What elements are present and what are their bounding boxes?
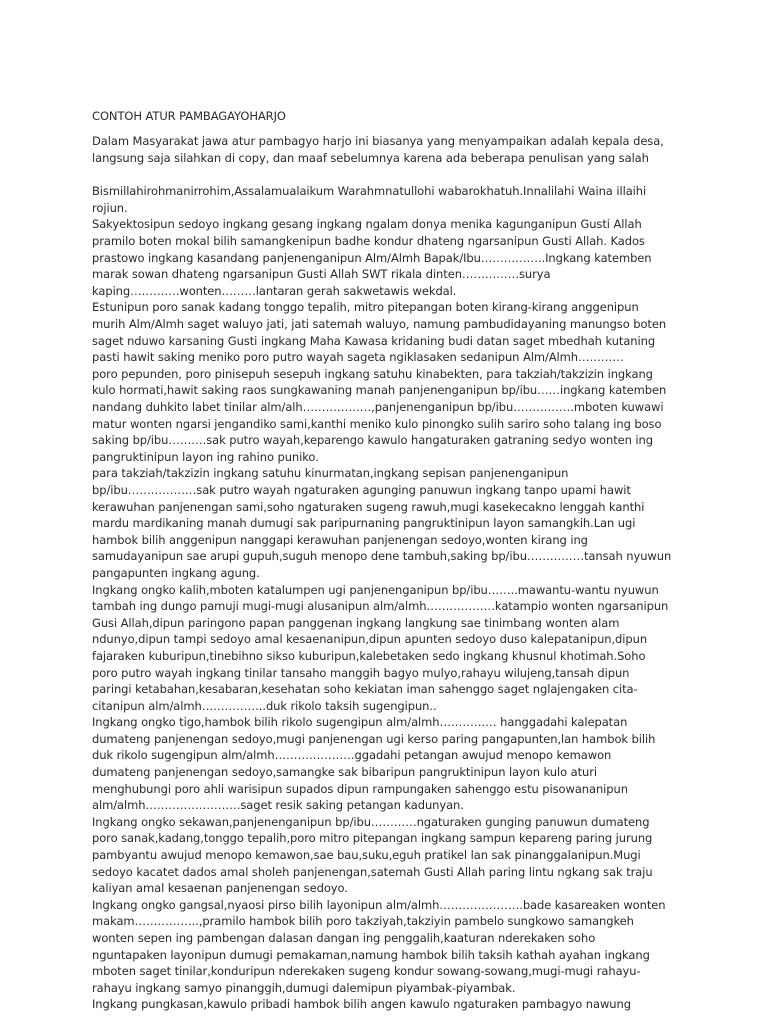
paragraph-condolence: Sakyektosipun sedoyo ingkang gesang ingkang ngalam donya menika kagunganipun Gusti Allah pramilo boten mokal bilih samangkenipun badhe kondur dhateng ngarsanipun Gusti Allah. Kados prastowo ingkang kasandang panjenenganipun Alm/Almh Bapak/Ibu……………..Ingkang katemben marak sowan dhateng ngarsanipun Gusti Allah SWT rikala dinten……………surya kaping………….wonten………lantaran gerah sakwetawis wekdal. [92,217,652,298]
paragraph-second-point: Ingkang ongko kalih,mboten katalumpen ugi panjenenganipun bp/ibu……..mawantu-wantu nyuwun tambah ing dungo pamuji mugi-mugi alusanipun alm/almh………………katampio wonten ngarsanipun Gusi Allah,dipun paringono papan panggenan ingkang langkung sae tinimbang wonten alam ndunyo,dipun tampi sedoyo amal kesaenanipun,dipun apunten sedoyo duso kalepatanipun,dipun fajaraken kuburipun,tinebihno sikso kuburipun,kalebetaken sedo ingkang khusnul khotimah.Soho poro putro wayah ingkang tinilar tansaho manggih bagyo mulyo,rahayu wilujeng,tansah dipun paringi ketabahan,kesabaran,kesehatan soho kekiatan iman sahenggo saget nglajengaken cita-citanipun alm/almh……………..duk rikolo taksih sugengipun.. [92,582,669,713]
intro-paragraph: Dalam Masyarakat jawa atur pambagyo harjo ini biasanya yang menyampaikan adalah kepala desa, langsung saja silahkan di copy, dan maaf sebelumnya karena ada beberapa penulisan yang salah [92,134,664,165]
paragraph-address-elders: poro pepunden, poro pinisepuh sesepuh ingkang satuhu kinabekten, para takziah/takzizin ingkang kulo hormati,hawit saking raos sungkawaning manah panjenenganipun bp/ibu……ingkang katemben nandang duhkito labet tinilar alm/alh………………,panjenenganipun bp/ibu…………….mboten kuwawi matur wonten ngarsi jengandiko sami,kanthi meniko kulo pinongko sulih sariro soho talang ing boso saking bp/ibu……….sak putro wayah,keparengo kawulo hangaturaken gatraning sedyo wonten ing pangruktinipun layon ing rahino puniko. [92,366,667,464]
document-title: CONTOH ATUR PAMBAGAYOHARJO [92,109,286,123]
paragraph-opening-greeting: Bismillahirohmanirrohim,Assalamualaikum Warahmnatullohi wabarokhatuh.Innalilahi Waina illaihi rojiun. [92,184,647,215]
paragraph-first-point: para takziah/takzizin ingkang satuhu kinurmatan,ingkang sepisan panjenenganipun bp/ibu………………sak putro wayah ngaturaken agunging panuwun ingkang tanpo upami hawit kerawuhan panjenengan sami,soho ngaturaken sugeng rawuh,mugi kasekecakno lenggah kanthi mardu mardikaning manah dumugi sak paripurnaning pangruktinipun layon samangkih.Lan ugi hambok bilih anggenipun nanggapi kerawuhan panjenengan sedoyo,wonten kirang ing samudayanipun sae arupi gupuh,suguh menopo dene tambuh,saking bp/ibu……………tansah nyuwun pangapunten ingkang agung. [92,466,672,580]
document-page [92,108,672,1013]
paragraph-closing: Ingkang pungkasan,kawulo pribadi hambok bilih angen kawulo ngaturaken pambagyo nawung [92,997,631,1012]
paragraph-efforts: Estunipun poro sanak kadang tonggo tepalih, mitro pitepangan boten kirang-kirang anggenipun murih Alm/Almh saget waluyo jati, jati satemah waluyo, namung pambudidayaning manungso boten saget nduwo karsaning Gusti ingkang Maha Kawasa kridaning budi datan saget mbedhah kutaning pasti hawit saking meniko poro putro wayah sageta ngiklasaken sedanipun Alm/Almh………… [92,300,667,365]
paragraph-fifth-point: Ingkang ongko gangsal,nyaosi pirso bilih layonipun alm/almh………………….bade kasareaken wonten makam……………..,pramilo hambok bilih poro takziyah,takziyin pambelo sungkowo samangkeh wonten sepen ing pambengan dalasan dangan ing penggalih,kaaturan nderekaken soho nguntapaken layonipun dumugi pemakaman,namung hambok bilih taksih kathah ayahan ingkang mboten saget tinilar,konduripun nderekaken sugeng kondur sowang-sowang,mugi-mugi rahayu-rahayu ingkang samyo pinanggih,dumugi dalemipun piyambak-piyambak. [92,897,666,995]
paragraph-fourth-point: Ingkang ongko sekawan,panjenenganipun bp/ibu…………ngaturaken gunging panuwun dumateng poro sanak,kadang,tonggo tepalih,poro mitro pitepangan ingkang sampun kepareng paring jurung pambyantu awujud menopo kemawon,sae bau,suku,eguh pratikel lan sak pinanggalanipun.Mugi sedoyo kacatet dados amal sholeh panjenengan,satemah Gusti Allah paring lintu ngkang sak traju kaliyan amal kesaenan panjenengan sedoyo. [92,814,653,896]
paragraph-third-point: Ingkang ongko tigo,hambok bilih rikolo sugengipun alm/almh…………… hanggadahi kalepatan dumateng panjenengan sedoyo,mugi panjenengan ugi kerso paring pangapunten,lan hambok bilih duk rikolo sugengipun alm/almh…………………ggadahi petangan awujud menopo kemawon dumateng panjenengan sedoyo,samangke sak bibaripun pangruktinipun layon kulo aturi menghubungi poro ahli warisipun supados dipun rampungaken sahenggo estu pisowananipun alm/almh…………………….saget resik saking petangan kadunyan. [92,715,656,813]
